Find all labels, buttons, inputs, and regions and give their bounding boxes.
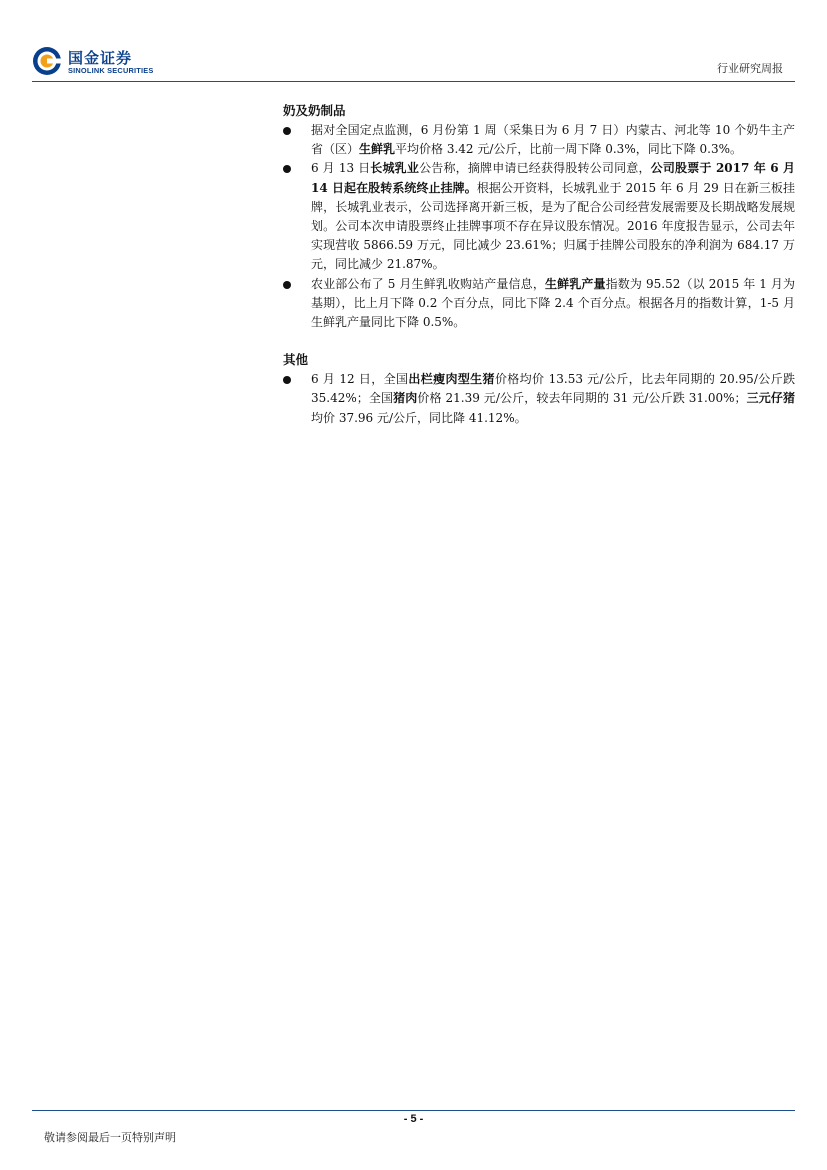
- emphasis-text: 长城乳业: [370, 161, 420, 176]
- report-type-label: 行业研究周报: [717, 62, 783, 75]
- emphasis-text: 出栏瘦肉型生猪: [408, 372, 495, 387]
- company-logo: [32, 46, 162, 80]
- body-text: 6 月 12 日，全国: [311, 372, 409, 387]
- body-text: 农业部公布了 5 月生鲜乳收购站产量信息，: [311, 276, 545, 291]
- logo-text-en: SINOLINK SECURITIES: [68, 66, 154, 75]
- bullet-list: [283, 370, 795, 428]
- body-text: 据对全国定点监测，6 月份第 1 周（采集日为 6 月 7 日）内蒙古、河北等 10 个奶牛主产省（区）: [311, 123, 795, 157]
- emphasis-text: 三元仔猪: [746, 391, 795, 406]
- emphasis-text: 生鲜乳: [359, 142, 396, 157]
- section-title: 奶及奶制品: [283, 103, 346, 118]
- body-text: 平均价格 3.42 元/公斤，比前一周下降 0.3%，同比下降 0.3%。: [395, 142, 743, 157]
- bullet-item: [283, 159, 795, 274]
- page-number: - 5 -: [403, 1113, 424, 1125]
- bullet-item: [283, 121, 795, 159]
- body-text: 6 月 13 日: [311, 161, 371, 176]
- logo-text-cn: 国金证券: [68, 49, 133, 67]
- bullet-list: [283, 121, 795, 332]
- emphasis-text: 公司股票于 2017 年 6 月 14 日起在股转系统终止挂牌。: [311, 161, 795, 195]
- emphasis-text: 生鲜乳产量: [544, 276, 606, 291]
- bullet-item: [283, 370, 795, 428]
- sinolink-logo-icon: [32, 46, 62, 76]
- body-text: 均价 37.96 元/公斤，同比降 41.12%。: [311, 410, 527, 425]
- body-text: 公告称，摘牌申请已经获得股转公司同意，: [419, 161, 651, 176]
- body-text: 根据公开资料，长城乳业于 2015 年 6 月 29 日在新三板挂牌，长城乳业表示，公司选择离开新三板，是为了配合公司经营发展需要及长期战略发展规划。公司本次申请股票终止挂牌事项不存在异议股东情况。2016 年度报告显示，公司去年实现营收 5866.59 万元，同比减少 23.61%；归属于挂牌公司股东的净利润为 684.17 万元，同比减少 21.87%。: [311, 180, 795, 272]
- emphasis-text: 猪肉: [393, 391, 418, 406]
- section-dairy: [283, 101, 795, 332]
- body-text: 指数为 95.52（以 2015 年 1 月为基期），比上月下降 0.2 个百分点，同比下降 2.4 个百分点。根据各月的指数计算，1-5 月生鲜乳产量同比下降 0.5%。: [311, 276, 796, 330]
- section-title: 其他: [283, 352, 309, 368]
- bullet-item: [283, 275, 795, 333]
- header-divider: [32, 81, 795, 82]
- section-other: [283, 350, 795, 428]
- report-body: [283, 101, 795, 446]
- footer-divider: [32, 1110, 795, 1111]
- body-text: 价格 21.39 元/公斤，较去年同期的 31 元/公斤跌 31.00%；: [417, 391, 747, 406]
- footer-disclaimer: 敬请参阅最后一页特别声明: [44, 1131, 176, 1144]
- body-text: 价格均价 13.53 元/公斤，比去年同期的 20.95/公斤跌 35.42%；全国: [311, 372, 795, 406]
